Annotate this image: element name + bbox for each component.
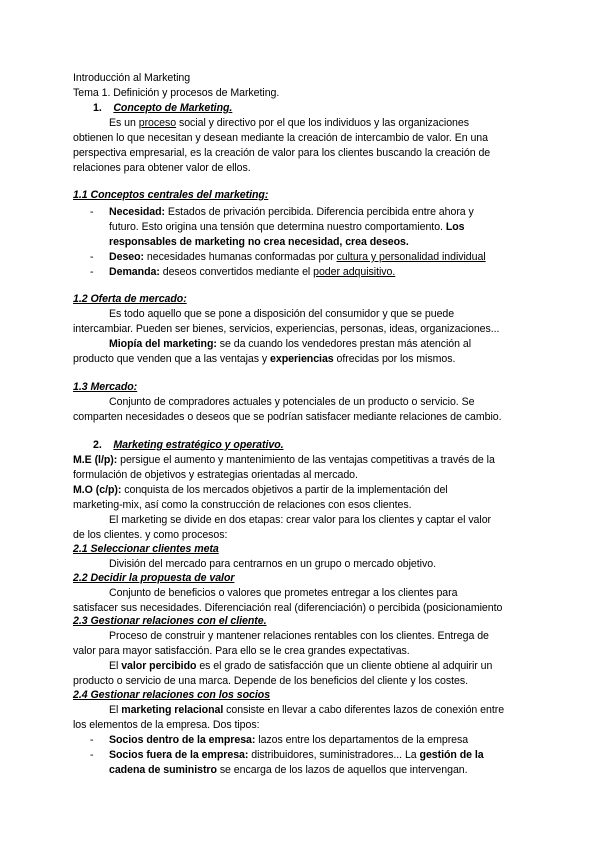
section-2-heading [93,438,284,453]
list-item: Necesidad: Estados de privación percibida. Diferencia percibida entre ahora y [109,206,474,218]
underlined-term: proceso [138,117,177,129]
section-2-1-title: 2.1 Seleccionar clientes meta [73,543,219,555]
paragraph-line: obtienen lo que necesitan y desean mediante la creación de intercambio de valor. En una [73,132,488,144]
bullet-dash: - [90,251,94,263]
section-2-title: Marketing estratégico y operativo. [113,439,284,451]
paragraph-line: valor para mayor satisfacción. Para ello se le crea grandes expectativas. [73,645,410,657]
list-item-line: responsables de marketing no crea necesidad, crea deseos. [109,236,409,248]
paragraph-line: producto que venden que a las ventajas y experiencias ofrecidas por los mismos. [73,353,456,365]
section-1-number: 1. [93,102,102,114]
paragraph-line: comparten necesidades o deseos que se podrían satisfacer mediante relaciones de cambio. [73,411,502,423]
paragraph-line: los elementos de la empresa. Dos tipos: [73,719,260,731]
paragraph-line: M.O (c/p): conquista de los mercados objetivos a partir de la implementación del [73,484,448,496]
bullet-dash: - [90,206,94,218]
list-item: Socios fuera de la empresa: distribuidores, suministradores... La gestión de la [109,749,484,761]
section-2-4-title: 2.4 Gestionar relaciones con los socios [73,689,271,701]
paragraph-line: satisfacer sus necesidades. Diferenciación real (diferenciación) o percibida (posicionamiento [73,602,503,614]
list-item-line: cadena de suministro se encarga de los lazos de aquellos que intervengan. [109,764,468,776]
topic-title: Tema 1. Definición y procesos de Marketing. [73,87,280,99]
list-item: Demanda: deseos convertidos mediante el poder adquisitivo. [109,266,396,278]
section-1-heading [93,101,232,116]
section-1-2-title: 1.2 Oferta de mercado: [73,293,187,305]
paragraph-line: El valor percibido es el grado de satisfacción que un cliente obtiene al adquirir un [109,660,493,672]
section-2-number: 2. [93,439,102,451]
section-2-2-title: 2.2 Decidir la propuesta de valor [73,572,235,584]
course-title: Introducción al Marketing [73,72,191,84]
paragraph-line: Es un proceso social y directivo por el que los individuos y las organizaciones [109,117,469,129]
bullet-dash: - [90,734,94,746]
paragraph-line: de los clientes. y como procesos: [73,529,228,541]
paragraph-line: El marketing relacional consiste en llevar a cabo diferentes lazos de conexión entre [109,704,505,716]
paragraph-line: Proceso de construir y mantener relaciones rentables con los clientes. Entrega de [109,630,489,642]
paragraph-line: Es todo aquello que se pone a disposición del consumidor y que se puede [109,308,455,320]
list-item: Socios dentro de la empresa: lazos entre los departamentos de la empresa [109,734,469,746]
paragraph-line: Conjunto de compradores actuales y potenciales de un producto o servicio. Se [109,396,475,408]
paragraph-line: formulación de objetivos y estrategias orientadas al mercado. [73,469,358,481]
paragraph-line: Miopía del marketing: se da cuando los vendedores prestan más atención al [109,338,472,350]
paragraph-line: intercambiar. Pueden ser bienes, servicios, experiencias, personas, ideas, organizaciones... [73,323,500,335]
paragraph-line: perspectiva empresarial, es la creación de valor para los clientes buscando la creación de [73,147,491,159]
bullet-dash: - [90,749,94,761]
section-1-1-title: 1.1 Conceptos centrales del marketing: [73,189,269,201]
bullet-dash: - [90,266,94,278]
section-2-3-title: 2.3 Gestionar relaciones con el cliente. [73,615,267,627]
paragraph-line: División del mercado para centrarnos en un grupo o mercado objetivo. [109,558,436,570]
section-1-title: Concepto de Marketing. [113,102,233,114]
paragraph-line: marketing-mix, así como la construcción de relaciones con esos clientes. [73,499,412,511]
section-1-3-title: 1.3 Mercado: [73,381,138,393]
list-item: Deseo: necesidades humanas conformadas por cultura y personalidad individual [109,251,486,263]
list-item-line: futuro. Esto origina una tensión que determina nuestro comportamiento. Los [109,221,465,233]
paragraph-line: El marketing se divide en dos etapas: crear valor para los clientes y captar el valor [109,514,492,526]
paragraph-line: relaciones para obtener valor de ellos. [73,162,251,174]
paragraph-line: M.E (l/p): persigue el aumento y mantenimiento de las ventajas competitivas a través de la [73,454,495,466]
paragraph-line: producto o servicio de una marca. Depende de los beneficios del cliente y los costes. [73,675,469,687]
paragraph-line: Conjunto de beneficios o valores que prometes entregar a los clientes para [109,587,458,599]
